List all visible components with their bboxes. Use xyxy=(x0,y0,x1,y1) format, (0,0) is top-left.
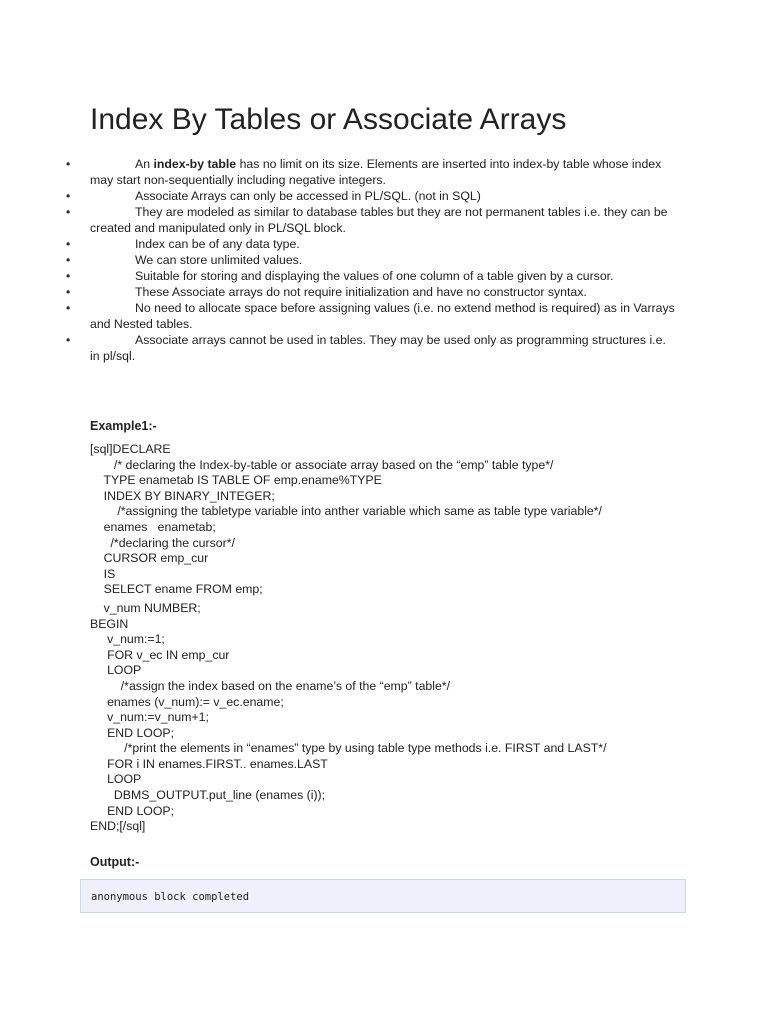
list-item xyxy=(66,268,676,284)
code-line: /*assign the index based on the ename’s of the “emp” table*/ xyxy=(90,678,451,693)
bullet-icon: • xyxy=(66,301,71,315)
code-line: IS xyxy=(90,566,116,581)
list-item xyxy=(66,188,676,204)
code-line: v_num NUMBER; xyxy=(90,600,201,615)
list-item-text: Associate arrays cannot be used in tables. They may be used only as programming structures i.e. in pl/sql. xyxy=(90,333,666,363)
code-line: FOR i IN enames.FIRST.. enames.LAST xyxy=(90,756,328,771)
code-line: FOR v_ec IN emp_cur xyxy=(90,647,230,662)
code-line: BEGIN xyxy=(90,616,129,631)
code-line: SELECT ename FROM emp; xyxy=(90,582,263,597)
code-line: /*print the elements in “enames” type by using table type methods i.e. FIRST and LAST*/ xyxy=(90,741,607,756)
list-item xyxy=(66,156,676,188)
list-item xyxy=(66,236,676,252)
code-line: enames enametab; xyxy=(90,519,216,534)
code-line: END LOOP; xyxy=(90,803,175,818)
bullet-icon: • xyxy=(66,253,71,267)
code-line: DBMS_OUTPUT.put_line (enames (i)); xyxy=(90,788,326,803)
list-item xyxy=(66,204,676,236)
output-heading: Output:- xyxy=(90,855,140,869)
code-line: CURSOR emp_cur xyxy=(90,551,209,566)
list-item-bold-term: index-by table xyxy=(153,157,237,171)
list-item xyxy=(66,252,676,268)
code-line: /*assigning the tabletype variable into anther variable which same as table type variable*/ xyxy=(90,504,602,519)
bullet-icon: • xyxy=(66,285,71,299)
example-heading: Example1:- xyxy=(90,419,157,433)
code-line: END;[/sql] xyxy=(90,819,146,834)
code-line: v_num:=v_num+1; xyxy=(90,710,209,725)
page-title: Index By Tables or Associate Arrays xyxy=(90,103,567,136)
bullet-icon: • xyxy=(66,269,71,283)
code-line: END LOOP; xyxy=(90,725,175,740)
bullet-icon: • xyxy=(66,205,71,219)
feature-list xyxy=(66,156,676,364)
list-item-text: Index can be of any data type. xyxy=(135,237,300,251)
list-item-text: Associate Arrays can only be accessed in PL/SQL. (not in SQL) xyxy=(135,189,481,203)
code-line: [sql]DECLARE xyxy=(90,442,171,456)
list-item-text-prefix: An xyxy=(135,157,154,171)
list-item-text: No need to allocate space before assigning values (i.e. no extend method is required) as in Varrays and Nested tables. xyxy=(90,301,675,331)
code-line: INDEX BY BINARY_INTEGER; xyxy=(90,488,275,503)
code-line: /*declaring the cursor*/ xyxy=(90,535,235,550)
code-line: TYPE enametab IS TABLE OF emp.ename%TYPE xyxy=(90,473,382,488)
list-item-text: These Associate arrays do not require initialization and have no constructor syntax. xyxy=(135,285,587,299)
bullet-icon: • xyxy=(66,189,71,203)
output-box xyxy=(80,879,686,913)
list-item-text: has no limit on its size. Elements are inserted into index-by table whose index may start non-sequentially including negative integers. xyxy=(90,157,662,187)
code-line: LOOP xyxy=(90,663,142,678)
list-item-text: Suitable for storing and displaying the values of one column of a table given by a cursor. xyxy=(135,269,614,283)
list-item xyxy=(66,284,676,300)
output-text: anonymous block completed xyxy=(91,891,250,903)
bullet-icon: • xyxy=(66,333,71,347)
bullet-icon: • xyxy=(66,157,71,171)
code-line: v_num:=1; xyxy=(90,632,165,647)
list-item-text: We can store unlimited values. xyxy=(135,253,303,267)
code-line: enames (v_num):= v_ec.ename; xyxy=(90,694,284,709)
code-line: LOOP xyxy=(90,772,142,787)
code-line: /* declaring the Index-by-table or associate array based on the “emp” table type*/ xyxy=(90,457,554,472)
list-item xyxy=(66,300,676,332)
list-item xyxy=(66,332,676,364)
list-item-text: They are modeled as similar to database tables but they are not permanent tables i.e. they can be created and manipulated only in PL/SQL block. xyxy=(90,205,668,235)
bullet-icon: • xyxy=(66,237,71,251)
code-block xyxy=(90,442,710,835)
